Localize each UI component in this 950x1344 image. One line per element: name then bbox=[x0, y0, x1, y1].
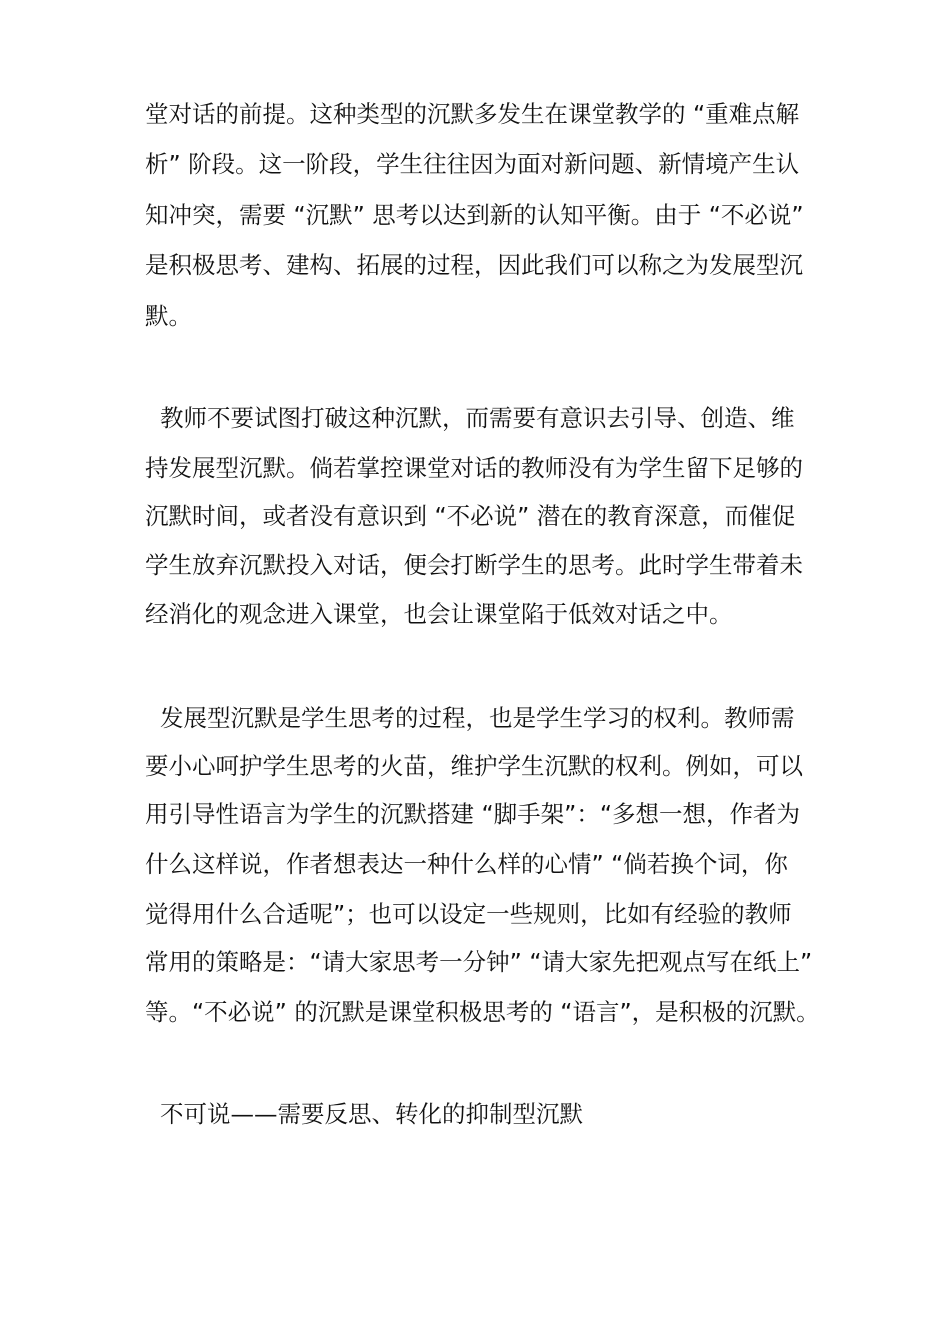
text-line: 知冲突，需要 “沉默” 思考以达到新的认知平衡。由于 “不必说” bbox=[145, 201, 804, 229]
text-line: 等。“不必说” 的沉默是课堂积极思考的 “语言”，是积极的沉默。 bbox=[145, 998, 820, 1026]
text-line: 觉得用什么合适呢”；也可以设定一些规则，比如有经验的教师 bbox=[145, 900, 792, 928]
text-line: 教师不要试图打破这种沉默，而需要有意识去引导、创造、维 bbox=[145, 404, 795, 432]
text-line: 要小心呵护学生思考的火苗，维护学生沉默的权利。例如，可以 bbox=[145, 752, 803, 780]
text-line: 什么这样说，作者想表达一种什么样的心情” “倘若换个词，你 bbox=[145, 850, 788, 878]
section-heading: 不可说——需要反思、转化的抑制型沉默 bbox=[145, 1100, 583, 1128]
text-line: 经消化的观念进入课堂，也会让课堂陷于低效对话之中。 bbox=[145, 600, 733, 628]
text-line: 常用的策略是：“请大家思考一分钟” “请大家先把观点写在纸上” bbox=[145, 948, 813, 976]
text-line: 堂对话的前提。这种类型的沉默多发生在课堂教学的 “重难点解 bbox=[145, 100, 800, 128]
text-line: 是积极思考、建构、拓展的过程，因此我们可以称之为发展型沉 bbox=[145, 251, 803, 279]
text-line: 用引导性语言为学生的沉默搭建 “脚手架”：“多想一想，作者为 bbox=[145, 800, 800, 828]
text-line: 发展型沉默是学生思考的过程，也是学生学习的权利。教师需 bbox=[145, 704, 795, 732]
text-line: 默。 bbox=[145, 302, 192, 330]
text-line: 学生放弃沉默投入对话，便会打断学生的思考。此时学生带着未 bbox=[145, 551, 803, 579]
text-line: 析” 阶段。这一阶段，学生往往因为面对新问题、新情境产生认 bbox=[145, 150, 800, 178]
text-line: 沉默时间，或者没有意识到 “不必说” 潜在的教育深意，而催促 bbox=[145, 502, 796, 530]
text-line: 持发展型沉默。倘若掌控课堂对话的教师没有为学生留下足够的 bbox=[145, 454, 803, 482]
